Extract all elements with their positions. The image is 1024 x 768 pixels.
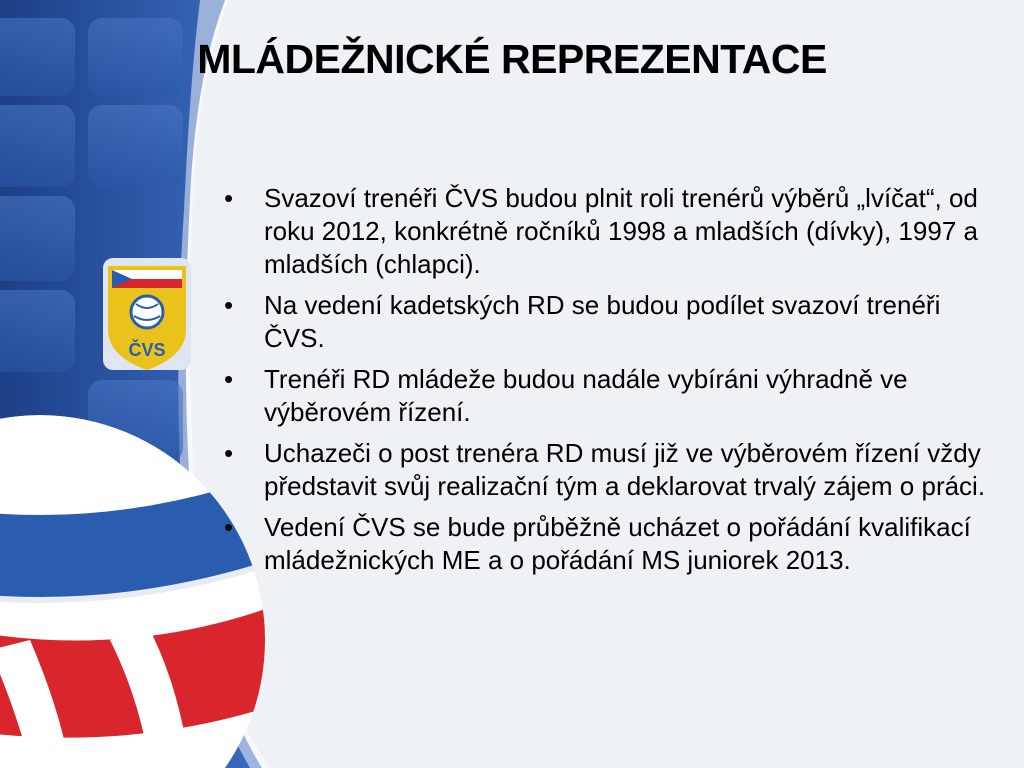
- bullet-item: [222, 289, 997, 355]
- bullet-item: [222, 511, 997, 577]
- bullet-icon: •: [224, 364, 234, 394]
- bullet-icon: •: [224, 290, 234, 320]
- bullet-text: Uchazeči o post trenéra RD musí již ve výběrovém řízení vždy představit svůj realizační tým a deklarovat trvalý zájem o práci.: [264, 438, 986, 501]
- bullet-icon: •: [224, 183, 234, 213]
- bullet-list: [222, 182, 997, 585]
- bullet-icon: •: [224, 438, 234, 468]
- bullet-item: [222, 182, 997, 281]
- bullet-text: Na vedení kadetských RD se budou podílet svazoví trenéři ČVS.: [264, 290, 941, 353]
- logo-text: ČVS: [128, 340, 166, 360]
- bullet-item: [222, 437, 997, 503]
- bullet-text: Vedení ČVS se bude průběžně ucházet o pořádání kvalifikací mládežnických ME a o pořádání MS juniorek 2013.: [264, 512, 971, 575]
- bullet-text: Svazoví trenéři ČVS budou plnit roli trenérů výběrů „lvíčat“, od roku 2012, konkrétně ročníků 1998 a mladších (dívky), 1997 a mladších (chlapci).: [264, 183, 978, 279]
- bullet-item: [222, 363, 997, 429]
- bullet-text: Trenéři RD mládeže budou nadále vybíráni výhradně ve výběrovém řízení.: [264, 364, 908, 427]
- bullet-icon: •: [224, 512, 234, 542]
- slide-title: MLÁDEŽNICKÉ REPREZENTACE: [197, 36, 827, 82]
- cvs-logo: [103, 258, 191, 370]
